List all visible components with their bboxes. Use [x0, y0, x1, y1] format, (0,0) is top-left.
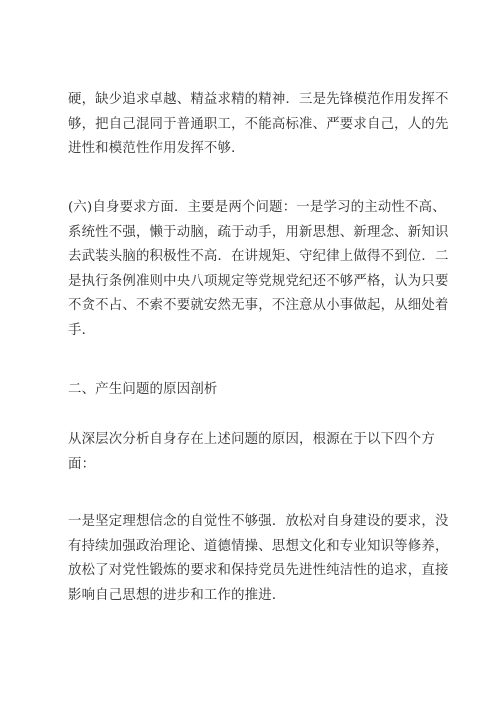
- text-line: 系统性不强，懒于动脑，疏于动手，用新思想、新理念、新知识: [68, 224, 449, 240]
- text-line: 面：: [68, 456, 96, 472]
- paragraph-self-requirements: [68, 196, 449, 343]
- text-line: 手．: [68, 322, 96, 338]
- text-line: 从深层次分析自身存在上述问题的原因，根源在于以下四个方: [68, 432, 435, 447]
- section-heading-cause-analysis: [68, 378, 440, 403]
- text-line: 进性和模范性作用发挥不够．: [68, 141, 245, 156]
- text-line: 影响自己思想的进步和工作的推进．: [68, 587, 286, 603]
- paragraph-cause-one: [68, 510, 449, 608]
- paragraph-cause-intro: [68, 428, 440, 477]
- text-line: 硬，缺少追求卓越、精益求精的精神．三是先锋模范作用发挥不: [68, 92, 449, 107]
- heading-line: 二、产生问题的原因剖析: [68, 382, 218, 397]
- text-line: 放松了对党性锻炼的要求和保持党员先进性纯洁性的追求，直接: [68, 563, 449, 578]
- text-line: 是执行条例准则中央八项规定等党规党纪还不够严格，认为只要: [68, 273, 449, 289]
- text-line: 一是坚定理想信念的自觉性不够强．放松对自身建设的要求，没: [68, 514, 449, 529]
- text-line: 够，把自己混同于普通职工，不能高标准、严要求自己，人的先: [68, 116, 449, 132]
- text-line: 有持续加强政治理论、道德情操、思想文化和专业知识等修养，: [68, 538, 449, 554]
- text-line: (六)自身要求方面．主要是两个问题：一是学习的主动性不高、: [68, 200, 446, 215]
- text-line: 去武装头脑的积极性不高．在讲规矩、守纪律上做得不到位．二: [68, 249, 449, 264]
- text-line: 不贪不占、不索不要就安然无事，不注意从小事做起，从细处着: [68, 298, 449, 313]
- paragraph-problem-continuation: [68, 88, 449, 162]
